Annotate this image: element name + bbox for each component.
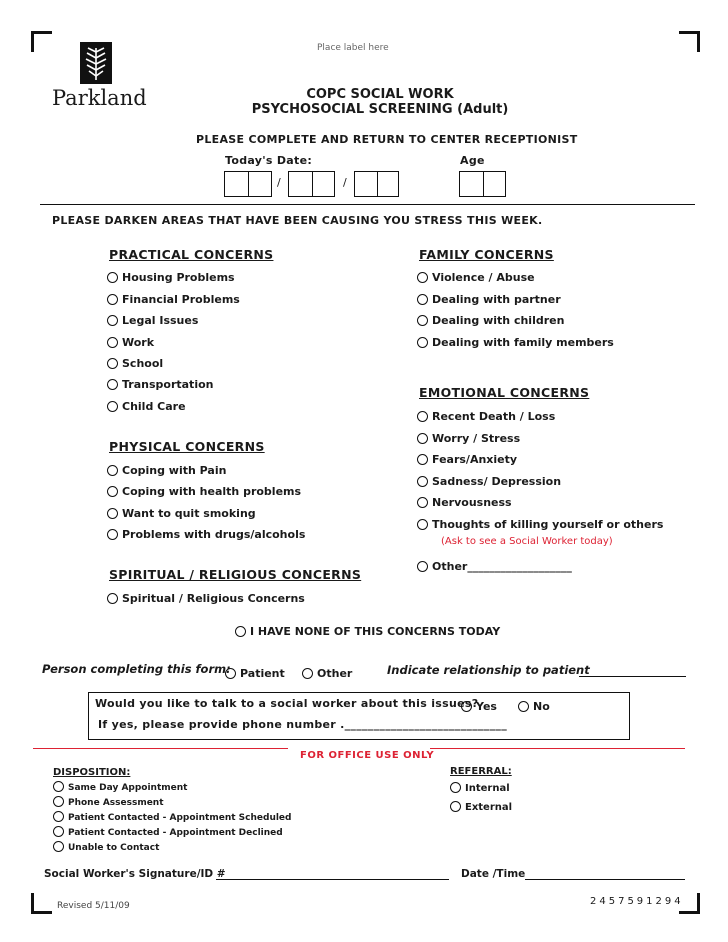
radio-icon[interactable] (107, 486, 118, 497)
option-dealing-with-children[interactable]: Dealing with children (417, 314, 564, 328)
date-separator: / (277, 176, 281, 189)
radio-icon[interactable] (107, 465, 118, 476)
option-appointment-declined[interactable]: Patient Contacted - Appointment Declined (53, 826, 283, 840)
family-concerns-heading: FAMILY CONCERNS (419, 247, 554, 262)
practical-concerns-heading: PRACTICAL CONCERNS (109, 247, 274, 262)
corner-mark-bottom-left (31, 893, 52, 914)
radio-icon[interactable] (225, 668, 236, 679)
form-title-line1: COPC SOCIAL WORK (306, 87, 454, 102)
radio-icon[interactable] (302, 668, 313, 679)
person-completing-label: Person completing this form: (42, 662, 231, 676)
talk-question: Would you like to talk to a social worker about this issues? (95, 697, 479, 710)
radio-icon[interactable] (107, 294, 118, 305)
option-recent-death-loss[interactable]: Recent Death / Loss (417, 410, 555, 424)
radio-icon[interactable] (518, 701, 529, 712)
option-worry-stress[interactable]: Worry / Stress (417, 432, 520, 446)
radio-icon[interactable] (107, 593, 118, 604)
datetime-label: Date /Time (461, 868, 526, 880)
option-nervousness[interactable]: Nervousness (417, 496, 512, 510)
date-separator: / (343, 176, 347, 189)
radio-icon[interactable] (53, 811, 64, 822)
office-use-heading: FOR OFFICE USE ONLY (300, 750, 435, 761)
date-month-field[interactable] (224, 171, 272, 197)
option-appointment-scheduled[interactable]: Patient Contacted - Appointment Scheduled (53, 811, 291, 825)
date-year-field[interactable] (354, 171, 399, 197)
place-label-text: Place label here (317, 43, 389, 53)
option-talk-no[interactable]: No (518, 700, 550, 714)
office-use-divider-right (430, 748, 685, 749)
option-person-other[interactable]: Other (302, 667, 352, 681)
option-spiritual-religious-concerns[interactable]: Spiritual / Religious Concerns (107, 592, 305, 606)
option-none-of-these[interactable]: I HAVE NONE OF THIS CONCERNS TODAY (235, 625, 500, 639)
return-instruction: PLEASE COMPLETE AND RETURN TO CENTER RECEPTIONIST (196, 133, 578, 146)
option-coping-with-pain[interactable]: Coping with Pain (107, 464, 226, 478)
phone-number-field[interactable]: If yes, please provide phone number .____________________________ (98, 718, 507, 731)
option-talk-yes[interactable]: Yes (461, 700, 497, 714)
radio-icon[interactable] (417, 561, 428, 572)
date-day-field[interactable] (288, 171, 335, 197)
option-thoughts-of-killing[interactable]: Thoughts of killing yourself or others (417, 518, 663, 532)
option-fears-anxiety[interactable]: Fears/Anxiety (417, 453, 517, 467)
radio-icon[interactable] (417, 315, 428, 326)
datetime-input-line[interactable] (525, 879, 685, 880)
parkland-logo-icon (80, 42, 112, 84)
option-child-care[interactable]: Child Care (107, 400, 186, 414)
disposition-heading: DISPOSITION: (53, 767, 131, 778)
corner-mark-top-left (31, 31, 52, 52)
radio-icon[interactable] (417, 519, 428, 530)
radio-icon[interactable] (107, 315, 118, 326)
office-use-divider-left (33, 748, 288, 749)
radio-icon[interactable] (450, 782, 461, 793)
option-financial-problems[interactable]: Financial Problems (107, 293, 240, 307)
relationship-input-line[interactable] (579, 676, 686, 677)
signature-label: Social Worker's Signature/ID # (44, 868, 226, 880)
option-coping-with-health-problems[interactable]: Coping with health problems (107, 485, 301, 499)
option-transportation[interactable]: Transportation (107, 378, 213, 392)
option-person-patient[interactable]: Patient (225, 667, 285, 681)
radio-icon[interactable] (107, 529, 118, 540)
revised-date: Revised 5/11/09 (57, 901, 130, 911)
radio-icon[interactable] (461, 701, 472, 712)
option-dealing-with-partner[interactable]: Dealing with partner (417, 293, 561, 307)
physical-concerns-heading: PHYSICAL CONCERNS (109, 439, 265, 454)
radio-icon[interactable] (417, 497, 428, 508)
radio-icon[interactable] (417, 272, 428, 283)
radio-icon[interactable] (417, 454, 428, 465)
form-title-line2: PSYCHOSOCIAL SCREENING (Adult) (251, 102, 509, 117)
radio-icon[interactable] (53, 796, 64, 807)
radio-icon[interactable] (450, 801, 461, 812)
radio-icon[interactable] (417, 476, 428, 487)
radio-icon[interactable] (53, 781, 64, 792)
radio-icon[interactable] (107, 508, 118, 519)
radio-icon[interactable] (235, 626, 246, 637)
option-problems-with-drugs-alcohols[interactable]: Problems with drugs/alcohols (107, 528, 305, 542)
radio-icon[interactable] (107, 379, 118, 390)
radio-icon[interactable] (417, 294, 428, 305)
radio-icon[interactable] (53, 826, 64, 837)
todays-date-label: Today's Date: (225, 154, 313, 167)
corner-mark-top-right (679, 31, 700, 52)
radio-icon[interactable] (417, 433, 428, 444)
option-violence-abuse[interactable]: Violence / Abuse (417, 271, 535, 285)
age-label: Age (460, 154, 485, 167)
radio-icon[interactable] (107, 358, 118, 369)
emotional-concerns-heading: EMOTIONAL CONCERNS (419, 385, 590, 400)
option-referral-internal[interactable]: Internal (450, 782, 510, 796)
referral-heading: REFERRAL: (450, 766, 512, 777)
age-field[interactable] (459, 171, 506, 197)
option-referral-external[interactable]: External (450, 801, 512, 815)
option-want-to-quit-smoking[interactable]: Want to quit smoking (107, 507, 256, 521)
option-legal-issues[interactable]: Legal Issues (107, 314, 198, 328)
divider (40, 204, 695, 205)
barcode-number: 2457591294 (590, 896, 684, 907)
option-other-emotional[interactable]: Other___________________ (417, 560, 572, 574)
relationship-label: Indicate relationship to patient (387, 663, 590, 677)
option-housing-problems[interactable]: Housing Problems (107, 271, 235, 285)
radio-icon[interactable] (107, 272, 118, 283)
stress-instruction: PLEASE DARKEN AREAS THAT HAVE BEEN CAUSING YOU STRESS THIS WEEK. (52, 214, 543, 227)
radio-icon[interactable] (107, 401, 118, 412)
radio-icon[interactable] (417, 337, 428, 348)
option-unable-to-contact[interactable]: Unable to Contact (53, 841, 159, 855)
option-phone-assessment[interactable]: Phone Assessment (53, 796, 164, 810)
spiritual-concerns-heading: SPIRITUAL / RELIGIOUS CONCERNS (109, 567, 362, 582)
logo-text: Parkland (52, 86, 147, 110)
signature-input-line[interactable] (216, 879, 449, 880)
option-same-day-appointment[interactable]: Same Day Appointment (53, 781, 187, 795)
radio-icon[interactable] (53, 841, 64, 852)
radio-icon[interactable] (417, 411, 428, 422)
option-work[interactable]: Work (107, 336, 154, 350)
option-dealing-with-family-members[interactable]: Dealing with family members (417, 336, 614, 350)
option-school[interactable]: School (107, 357, 163, 371)
ask-social-worker-note: (Ask to see a Social Worker today) (441, 536, 613, 547)
option-sadness-depression[interactable]: Sadness/ Depression (417, 475, 561, 489)
radio-icon[interactable] (107, 337, 118, 348)
